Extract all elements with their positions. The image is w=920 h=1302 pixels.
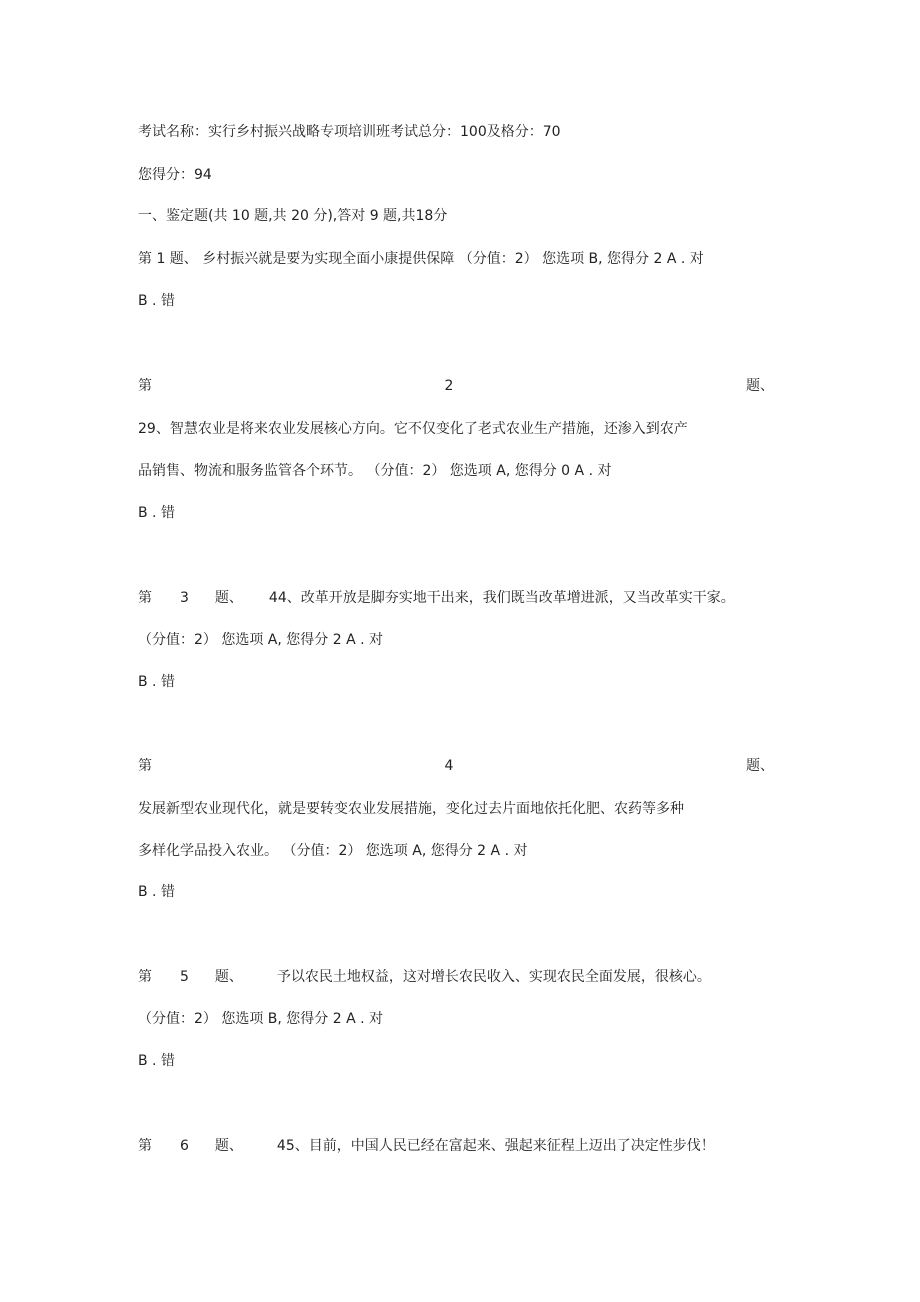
question-text: 45、目前，中国人民已经在富起来、强起来征程上迈出了决定性步伐！ xyxy=(276,1138,715,1154)
question-suffix: 题、 xyxy=(214,1138,243,1154)
question-5-score: （分值：2） 您选项 B, 您得分 2 A . 对 xyxy=(138,1011,384,1027)
question-number: 3 xyxy=(180,590,189,606)
question-5-option-b: B . 错 xyxy=(138,1053,175,1069)
question-2-header xyxy=(138,376,774,396)
question-prefix: 第 xyxy=(138,969,152,985)
question-number: 4 xyxy=(444,758,454,774)
question-number: 5 xyxy=(180,969,189,985)
question-6-header xyxy=(138,1136,774,1156)
question-2-text-cont: 品销售、物流和服务监管各个环节。 （分值：2） 您选项 A, 您得分 0 A . 对 xyxy=(138,463,612,479)
question-1-option-b: B . 错 xyxy=(138,293,175,309)
score-line: 您得分：94 xyxy=(138,167,212,183)
question-1-text: 第 1 题、 乡村振兴就是要为实现全面小康提供保障 （分值：2） 您选项 B, 您得分 2 A . 对 xyxy=(138,251,704,267)
question-3-header xyxy=(138,588,774,608)
question-4-option-b: B . 错 xyxy=(138,884,175,900)
section-heading: 一、鉴定题(共 10 题,共 20 分),答对 9 题,共18分 xyxy=(138,208,448,224)
question-3-score: （分值：2） 您选项 A, 您得分 2 A . 对 xyxy=(138,632,384,648)
question-suffix: 题、 xyxy=(214,590,243,606)
question-4-text: 发展新型农业现代化，就是要转变农业发展措施，变化过去片面地依托化肥、农药等多种 xyxy=(138,801,684,817)
question-text: 44、改革开放是脚夯实地干出来，我们既当改革增进派，又当改革实干家。 xyxy=(268,590,735,606)
question-suffix: 题、 xyxy=(745,378,774,394)
question-prefix: 第 xyxy=(138,1138,152,1154)
question-2-option-b: B . 错 xyxy=(138,505,175,521)
question-text: 予以农民土地权益，这对增长农民收入、实现农民全面发展，很核心。 xyxy=(276,969,711,985)
question-suffix: 题、 xyxy=(745,758,774,774)
question-suffix: 题、 xyxy=(214,969,243,985)
question-4-header xyxy=(138,756,774,776)
question-4-text-cont: 多样化学品投入农业。 （分值：2） 您选项 A, 您得分 2 A . 对 xyxy=(138,843,528,859)
question-3-option-b: B . 错 xyxy=(138,674,175,690)
question-number: 2 xyxy=(444,378,454,394)
question-2-text: 29、智慧农业是将来农业发展核心方向。它不仅变化了老式农业生产措施，还渗入到农产 xyxy=(138,421,688,437)
exam-title-line: 考试名称：实行乡村振兴战略专项培训班考试总分：100及格分：70 xyxy=(138,124,561,140)
question-5-header xyxy=(138,967,774,987)
question-prefix: 第 xyxy=(138,590,152,606)
question-prefix: 第 xyxy=(138,758,152,774)
question-number: 6 xyxy=(180,1138,189,1154)
question-prefix: 第 xyxy=(138,378,152,394)
